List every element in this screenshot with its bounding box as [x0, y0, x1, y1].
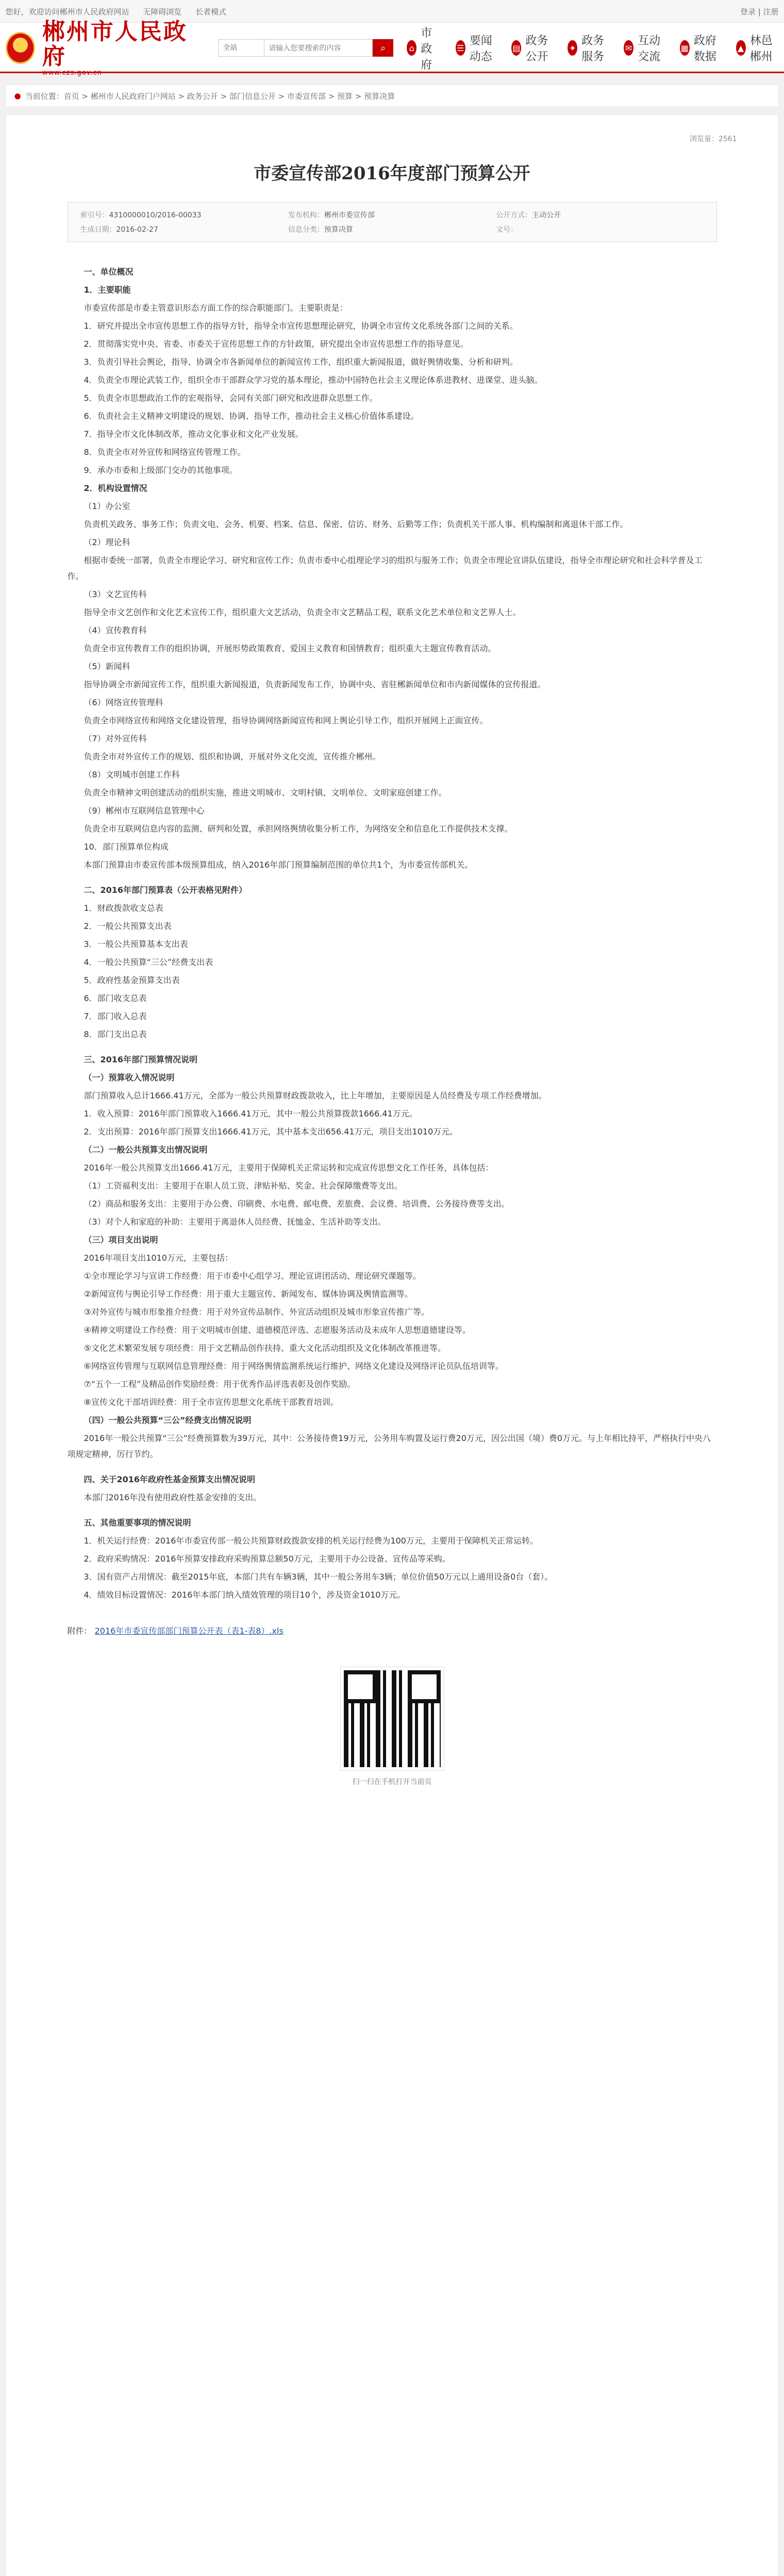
body-paragraph: 本部门预算由市委宣传部本级预算组成，纳入2016年部门预算编制范围的单位共1个，为市委宣传部机关。: [84, 860, 473, 870]
body-paragraph: （5）新闻科: [84, 662, 130, 671]
body-paragraph: 5．负责全市思想政治工作的宏观指导，会同有关部门研究和改进群众思想工作。: [84, 393, 378, 403]
home-icon: ⌂: [407, 40, 416, 56]
body-paragraph: 6．部门收支总表: [84, 993, 147, 1003]
news-icon: ☰: [456, 40, 465, 56]
body-paragraph: 1．收入预算：2016年部门预算收入1666.41万元，其中一般公共预算拨款1666.41万元。: [84, 1109, 418, 1118]
body-paragraph: 4．绩效目标设置情况：2016年本部门纳入绩效管理的项目10个，涉及资金1010万元。: [84, 1590, 406, 1600]
chat-icon: ✉: [624, 40, 633, 56]
qr-label: 扫一扫在手机打开当前页: [352, 1778, 432, 1786]
meta-doc-number: 文号：: [496, 226, 518, 234]
subsection-heading: 1．主要职能: [84, 285, 131, 295]
national-emblem-icon: ★: [6, 32, 35, 64]
body-paragraph: 2016年一般公共预算“三公”经费预算数为39万元，其中：公务接待费19万元，公务用车购置及运行费20万元，因公出国（境）费0万元。与上年相比持平，严格执行中央八项规定精神，厉行节约。: [67, 1433, 711, 1459]
nav-item-news[interactable]: ☰ 要闻动态: [456, 24, 498, 72]
body-paragraph: 8．部门支出总表: [84, 1029, 147, 1039]
section-heading: 五、其他重要事项的情况说明: [84, 1518, 191, 1528]
breadcrumb-text[interactable]: 当前位置：首页 > 郴州市人民政府门户网站 > 政务公开 > 部门信息公开 > 市委宣传部 > 预算 > 预算决算: [25, 91, 395, 101]
site-logo[interactable]: [6, 20, 198, 77]
body-paragraph: （2）理论科: [84, 537, 130, 547]
body-paragraph: ⑧宣传文化干部培训经费：用于全市宣传思想文化系统干部教育培训。: [84, 1397, 339, 1407]
topbar-left: [6, 6, 238, 17]
article-title: 市委宣传部2016年度部门预算公开: [254, 163, 530, 184]
subsection-heading: （三）项目支出说明: [84, 1235, 158, 1245]
body-paragraph: 市委宣传部是市委主管意识形态方面工作的综合职能部门。主要职责是：: [84, 303, 348, 313]
article-body: [68, 264, 717, 1603]
body-paragraph: 2．贯彻落实党中央、省委、市委关于宣传思想工作的方针政策，研究提出全市宣传思想工作的指导意见。: [84, 339, 469, 349]
view-count: 浏览量：2561: [689, 135, 737, 143]
body-paragraph: （2）商品和服务支出：主要用于办公费、印刷费、水电费、邮电费、差旅费、会议费、培训费、公务接待费等支出。: [84, 1199, 510, 1209]
main-nav: [393, 24, 778, 72]
attachment-label: 附件：: [67, 1626, 92, 1636]
body-paragraph: 2．支出预算：2016年部门预算支出1666.41万元，其中基本支出656.41万元，项目支出1010万元。: [84, 1127, 458, 1137]
accessibility-link[interactable]: 无障碍浏览: [143, 7, 182, 16]
search-icon: ⌕: [380, 42, 386, 54]
body-paragraph: 负责全市精神文明创建活动的组织实施，推进文明城市、文明村镇、文明单位、文明家庭创建工作。: [84, 788, 447, 798]
search-scope-select[interactable]: 全站: [218, 39, 264, 57]
nav-item-services[interactable]: ✦ 政务服务: [568, 24, 610, 72]
landscape-icon: ▲: [736, 40, 746, 56]
body-paragraph: 8．负责全市对外宣传和网络宣传管理工作。: [84, 447, 246, 457]
body-paragraph: 负责全市互联网信息内容的监测、研判和处置，承担网络舆情收集分析工作，为网络安全和信息化工作提供技术支撑。: [84, 824, 513, 834]
article-meta-table: [68, 202, 717, 242]
body-paragraph: 3．负责引导社会舆论，指导、协调全市各新闻单位的新闻宣传工作，组织重大新闻报道，做好舆情收集、分析和研判。: [84, 357, 518, 367]
body-paragraph: ④精神文明建设工作经费：用于文明城市创建、道德模范评选、志愿服务活动及未成年人思想道德建设等。: [84, 1325, 471, 1335]
body-paragraph: 负责全市对外宣传工作的规划、组织和协调，开展对外文化交流，宣传推介郴州。: [84, 752, 381, 761]
data-icon: ▦: [680, 40, 690, 56]
body-paragraph: 本部门2016年没有使用政府性基金安排的支出。: [84, 1493, 262, 1502]
qr-code: [341, 1667, 444, 1770]
body-paragraph: （1）办公室: [84, 501, 130, 511]
section-heading: 三、2016年部门预算情况说明: [84, 1055, 198, 1064]
body-paragraph: （3）对个人和家庭的补助：主要用于离退休人员经费、抚恤金、生活补助等支出。: [84, 1217, 386, 1227]
service-icon: ✦: [568, 40, 577, 56]
body-paragraph: （8）文明城市创建工作科: [84, 770, 180, 779]
body-paragraph: （6）网络宣传管理科: [84, 698, 163, 707]
nav-item-government[interactable]: ⌂ 市政府: [407, 24, 442, 72]
body-paragraph: ③对外宣传与城市形象推介经费：用于对外宣传品制作、外宣活动组织及城市形象宣传推广等。: [84, 1307, 429, 1317]
location-pin-icon: ●: [14, 91, 21, 100]
meta-publisher: 发布机构：郴州市委宣传部: [288, 211, 375, 219]
body-paragraph: 负责机关政务、事务工作；负责文电、会务、机要、档案、信息、保密、信访、财务、后勤等工作；负责机关干部人事、机构编制和离退休干部工作。: [84, 519, 628, 529]
site-url: www.czs.gov.cn: [42, 69, 102, 77]
body-paragraph: 负责全市网络宣传和网络文化建设管理，指导协调网络新闻宣传和网上舆论引导工作，组织开展网上正面宣传。: [84, 716, 488, 725]
subsection-heading: 2．机构设置情况: [84, 483, 147, 493]
site-header: [0, 18, 784, 77]
body-paragraph: ②新闻宣传与舆论引导工作经费：用于重大主题宣传、新闻发布、媒体协调及舆情监测等。: [84, 1289, 413, 1299]
section-heading: 一、单位概况: [84, 267, 134, 277]
body-paragraph: 3．国有资产占用情况：截至2015年底，本部门共有车辆3辆，其中一般公务用车3辆；单位价值50万元以上通用设备0台（套）。: [84, 1572, 553, 1582]
site-name: 郴州市人民政府: [42, 18, 188, 70]
body-paragraph: 指导全市文艺创作和文化艺术宣传工作，组织重大文艺活动，负责全市文艺精品工程，联系文化艺术单位和文艺界人士。: [84, 607, 521, 617]
body-paragraph: 2016年项目支出1010万元，主要包括：: [84, 1253, 233, 1263]
search-input[interactable]: [264, 39, 373, 57]
body-paragraph: 6．负责社会主义精神文明建设的规划、协调、指导工作，推动社会主义核心价值体系建设。: [84, 411, 419, 421]
body-paragraph: 负责全市宣传教育工作的组织协调，开展形势政策教育、爱国主义教育和国情教育；组织重大主题宣传教育活动。: [84, 643, 496, 653]
section-heading: 二、2016年部门预算表（公开表格见附件）: [84, 885, 247, 895]
search-button[interactable]: [373, 39, 393, 57]
body-paragraph: ⑦“五个一工程”及精品创作奖励经费：用于优秀作品评选表彰及创作奖励。: [84, 1379, 356, 1389]
nav-item-open-government[interactable]: ▤ 政务公开: [512, 35, 548, 63]
body-paragraph: 1．机关运行经费：2016年市委宣传部一般公共预算财政拨款安排的机关运行经费为100万元，主要用于保障机关正常运转。: [84, 1536, 538, 1546]
subsection-heading: （一）预算收入情况说明: [84, 1073, 175, 1082]
welcome-text: 您好，欢迎访问郴州市人民政府网站: [5, 7, 129, 16]
body-paragraph: （4）宣传教育科: [84, 625, 147, 635]
body-paragraph: 2．政府采购情况：2016年预算安排政府采购预算总额50万元，主要用于办公设备、宣传品等采购。: [84, 1554, 451, 1564]
body-paragraph: 1．研究并提出全市宣传思想工作的指导方针，指导全市宣传思想理论研究，协调全市宣传文化系统各部门之间的关系。: [84, 321, 518, 331]
body-paragraph: 根据市委统一部署，负责全市理论学习、研究和宣传工作；负责市委中心组理论学习的组织与服务工作；负责全市理论宣讲队伍建设，指导全市理论研究和社会科学普及工作。: [67, 555, 703, 581]
nav-item-chenzhou[interactable]: ▲ 林邑郴州: [736, 24, 779, 72]
body-paragraph: 10．部门预算单位构成: [84, 842, 169, 852]
body-paragraph: （1）工资福利支出：主要用于在职人员工资、津贴补贴、奖金、社会保障缴费等支出。: [84, 1181, 403, 1191]
attachment-link[interactable]: 2016年市委宣传部部门预算公开表（表1-表8）.xls: [94, 1626, 283, 1636]
body-paragraph: 4．负责全市理论武装工作，组织全市干部群众学习党的基本理论，推动中国特色社会主义理论体系进教材、进课堂、进头脑。: [84, 375, 543, 385]
body-paragraph: 指导协调全市新闻宣传工作，组织重大新闻报道，负责新闻发布工作，协调中央、省驻郴新闻单位和市内新闻媒体的宣传报道。: [84, 680, 546, 689]
body-paragraph: （9）郴州市互联网信息管理中心: [84, 806, 205, 816]
body-paragraph: 3．一般公共预算基本支出表: [84, 939, 188, 949]
body-paragraph: 2016年一般公共预算支出1666.41万元，主要用于保障机关正常运转和完成宣传思想文化工作任务，具体包括：: [84, 1163, 494, 1173]
meta-date: 生成日期：2016-02-27: [80, 226, 158, 234]
elder-mode-link[interactable]: 长者模式: [195, 7, 227, 16]
attachment: [68, 1624, 717, 1636]
body-paragraph: ⑤文化艺术繁荣发展专项经费：用于文艺精品创作扶持、重大文化活动组织及文化体制改革推进等。: [84, 1343, 446, 1353]
body-paragraph: 7．部门收入总表: [84, 1011, 147, 1021]
meta-category: 信息分类：预算决算: [288, 226, 353, 234]
search-bar: [218, 39, 393, 57]
nav-item-interaction[interactable]: ✉ 互动交流: [624, 24, 666, 72]
section-heading: 四、关于2016年政府性基金预算支出情况说明: [84, 1475, 256, 1484]
subsection-heading: （四）一般公共预算“三公”经费支出情况说明: [84, 1415, 252, 1425]
login-register-links[interactable]: 登录 | 注册: [740, 7, 779, 16]
body-paragraph: ①全市理论学习与宣讲工作经费：用于市委中心组学习、理论宣讲团活动、理论研究课题等。: [84, 1271, 421, 1281]
meta-disclosure: 公开方式：主动公开: [496, 211, 561, 219]
document-icon: ▤: [511, 40, 521, 56]
body-paragraph: 部门预算收入总计1666.41万元，全部为一般公共预算财政拨款收入，比上年增加，主要原因是人员经费及专项工作经费增加。: [84, 1091, 547, 1100]
breadcrumb: [6, 84, 779, 107]
body-paragraph: （7）对外宣传科: [84, 734, 147, 743]
body-paragraph: 7．指导全市文化体制改革，推动文化事业和文化产业发展。: [84, 429, 304, 439]
body-paragraph: 4．一般公共预算“三公”经费支出表: [84, 957, 213, 967]
body-paragraph: （3）文艺宣传科: [84, 589, 147, 599]
body-paragraph: ⑥网络宣传管理与互联网信息管理经费：用于网络舆情监测系统运行维护、网络文化建设及网络评论员队伍培训等。: [84, 1361, 504, 1371]
nav-item-data[interactable]: ▦ 政府数据: [680, 35, 716, 63]
subsection-heading: （二）一般公共预算支出情况说明: [84, 1145, 208, 1155]
body-paragraph: 1．财政拨款收支总表: [84, 903, 163, 913]
body-paragraph: 5．政府性基金预算支出表: [84, 975, 180, 985]
meta-index: 索引号：4310000010/2016-00033: [80, 211, 202, 219]
body-paragraph: 2．一般公共预算支出表: [84, 921, 172, 931]
body-paragraph: 9．承办市委和上级部门交办的其他事项。: [84, 465, 238, 475]
article-container: [6, 114, 779, 2576]
